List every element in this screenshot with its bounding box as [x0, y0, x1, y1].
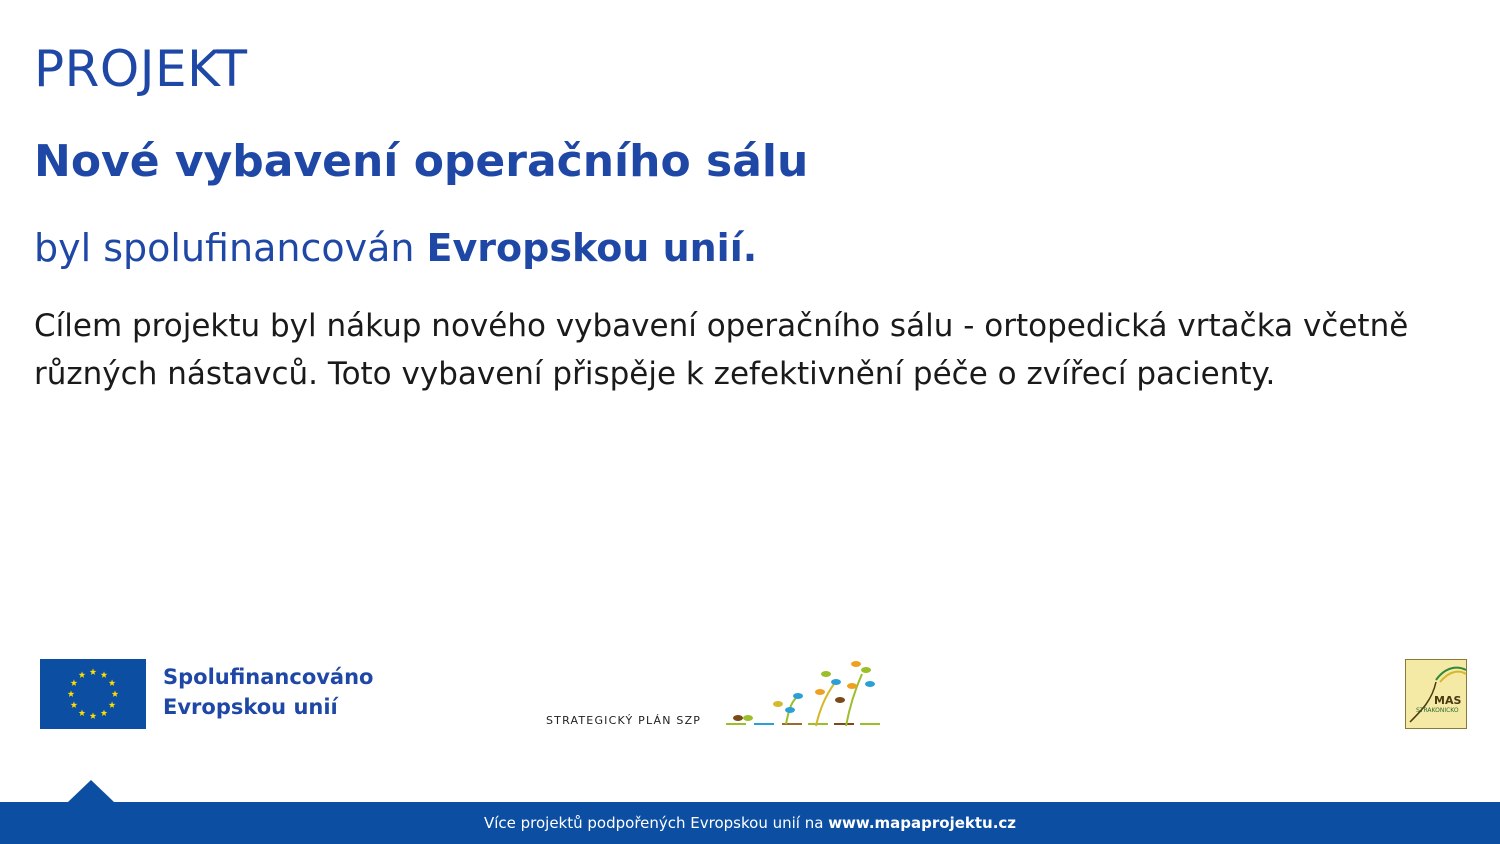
- footer-bar: [0, 802, 1500, 844]
- szp-logo-text: STRATEGICKÝ PLÁN SZP: [546, 714, 702, 727]
- eu-flag-icon: [40, 659, 146, 729]
- project-description: Cílem projektu byl nákup nového vybavení operačního sálu - ortopedická vrtačka včetně různých nástavců. Toto vybavení přispěje k zefektivnění péče o zvířecí pacienty.: [34, 308, 1409, 392]
- eu-star: [90, 712, 97, 719]
- plants-icon: [716, 656, 891, 734]
- mas-text: MAS: [1434, 694, 1462, 707]
- eu-star: [71, 679, 78, 686]
- eu-star: [109, 701, 116, 708]
- project-label: PROJEKT: [34, 40, 248, 98]
- eu-star: [112, 690, 119, 697]
- eu-cofunded-text: [163, 662, 373, 722]
- mas-subtext: STRAKONICKO: [1416, 707, 1459, 714]
- eu-star: [71, 701, 78, 708]
- eu-star: [101, 671, 108, 678]
- mas-logo-icon: [1405, 659, 1467, 729]
- eu-text-line1: Spolufinancováno: [163, 665, 374, 689]
- szp-logo: [546, 656, 891, 734]
- footer-link[interactable]: www.mapaprojektu.cz: [828, 814, 1017, 832]
- footer-text: Více projektů podpořených Evropskou unií na: [483, 814, 824, 832]
- eu-star: [109, 679, 116, 686]
- eu-star: [79, 709, 86, 716]
- footer-notch: [68, 780, 114, 802]
- eu-star: [101, 709, 108, 716]
- eu-star: [90, 668, 97, 675]
- eu-stars: [40, 659, 146, 729]
- funding-prefix: byl spolufinancován: [34, 226, 415, 270]
- eu-star: [79, 671, 86, 678]
- funding-statement: [34, 226, 757, 270]
- funding-eu: Evropskou unií.: [426, 226, 758, 270]
- project-title: Nové vybavení operačního sálu: [34, 136, 809, 187]
- eu-star: [68, 690, 75, 697]
- eu-text-line2: Evropskou unií: [163, 695, 338, 719]
